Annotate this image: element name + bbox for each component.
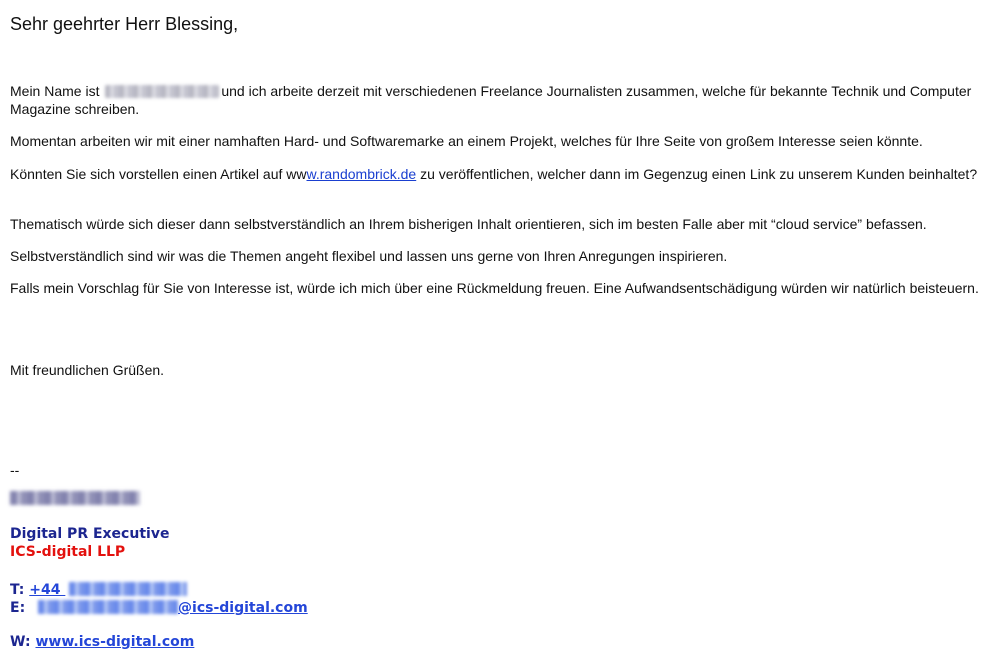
signature-job-title: Digital PR Executive xyxy=(10,526,170,542)
phone-prefix: +44 xyxy=(29,582,66,598)
signature-company: ICS-digital LLP xyxy=(10,544,126,560)
randombrick-link[interactable]: w.randombrick.de xyxy=(306,166,417,182)
article-request-text-end: zu veröffentlichen, welcher dann im Gegenzug einen Link zu unserem Kunden beinhaltet? xyxy=(416,166,978,182)
intro-text-start: Mein Name ist xyxy=(10,83,104,99)
website-link[interactable]: www.ics-digital.com xyxy=(35,634,195,650)
email-link[interactable] xyxy=(30,600,308,616)
signature-phone xyxy=(10,581,187,599)
redacted-sender-name xyxy=(105,85,219,98)
website-label: W: xyxy=(10,634,36,650)
redacted-phone-number xyxy=(69,582,187,596)
intro-text-end: und ich arbeite derzeit mit verschiedenen Freelance Journalisten zusammen, welche für bekannte Technik und Computer Magazine schreiben. xyxy=(10,83,972,117)
signature-email xyxy=(10,599,308,617)
closing: Mit freundlichen Grüßen. xyxy=(10,362,165,378)
signature-separator: -- xyxy=(10,462,20,478)
paragraph-flexibility: Selbstverständlich sind wir was die Themen angeht flexibel und lassen uns gerne von Ihren Anregungen inspirieren. xyxy=(10,248,728,264)
paragraph-compensation: Falls mein Vorschlag für Sie von Interesse ist, würde ich mich über eine Rückmeldung freuen. Eine Aufwandsentschädigung würden wir natürlich beisteuern. xyxy=(10,280,979,296)
article-request-text-start: Könnten Sie sich vorstellen einen Artikel auf ww xyxy=(10,166,307,182)
paragraph-introduction xyxy=(10,82,980,118)
redacted-signature-name xyxy=(10,491,140,505)
phone-link[interactable] xyxy=(29,582,187,598)
paragraph-article-request xyxy=(10,165,980,183)
greeting: Sehr geehrter Herr Blessing, xyxy=(10,14,239,34)
phone-label: T: xyxy=(10,582,30,598)
paragraph-topic: Thematisch würde sich dieser dann selbstverständlich an Ihrem bisherigen Inhalt orientieren, sich im besten Falle aber mit “cloud service” befassen. xyxy=(10,216,927,232)
email-domain: @ics-digital.com xyxy=(178,600,308,616)
redacted-email-user xyxy=(38,600,178,614)
email-label: E: xyxy=(10,600,31,616)
signature-website xyxy=(10,633,194,651)
paragraph-project: Momentan arbeiten wir mit einer namhaften Hard- und Softwaremarke an einem Projekt, welches für Ihre Seite von großem Interesse seien könnte. xyxy=(10,133,923,149)
